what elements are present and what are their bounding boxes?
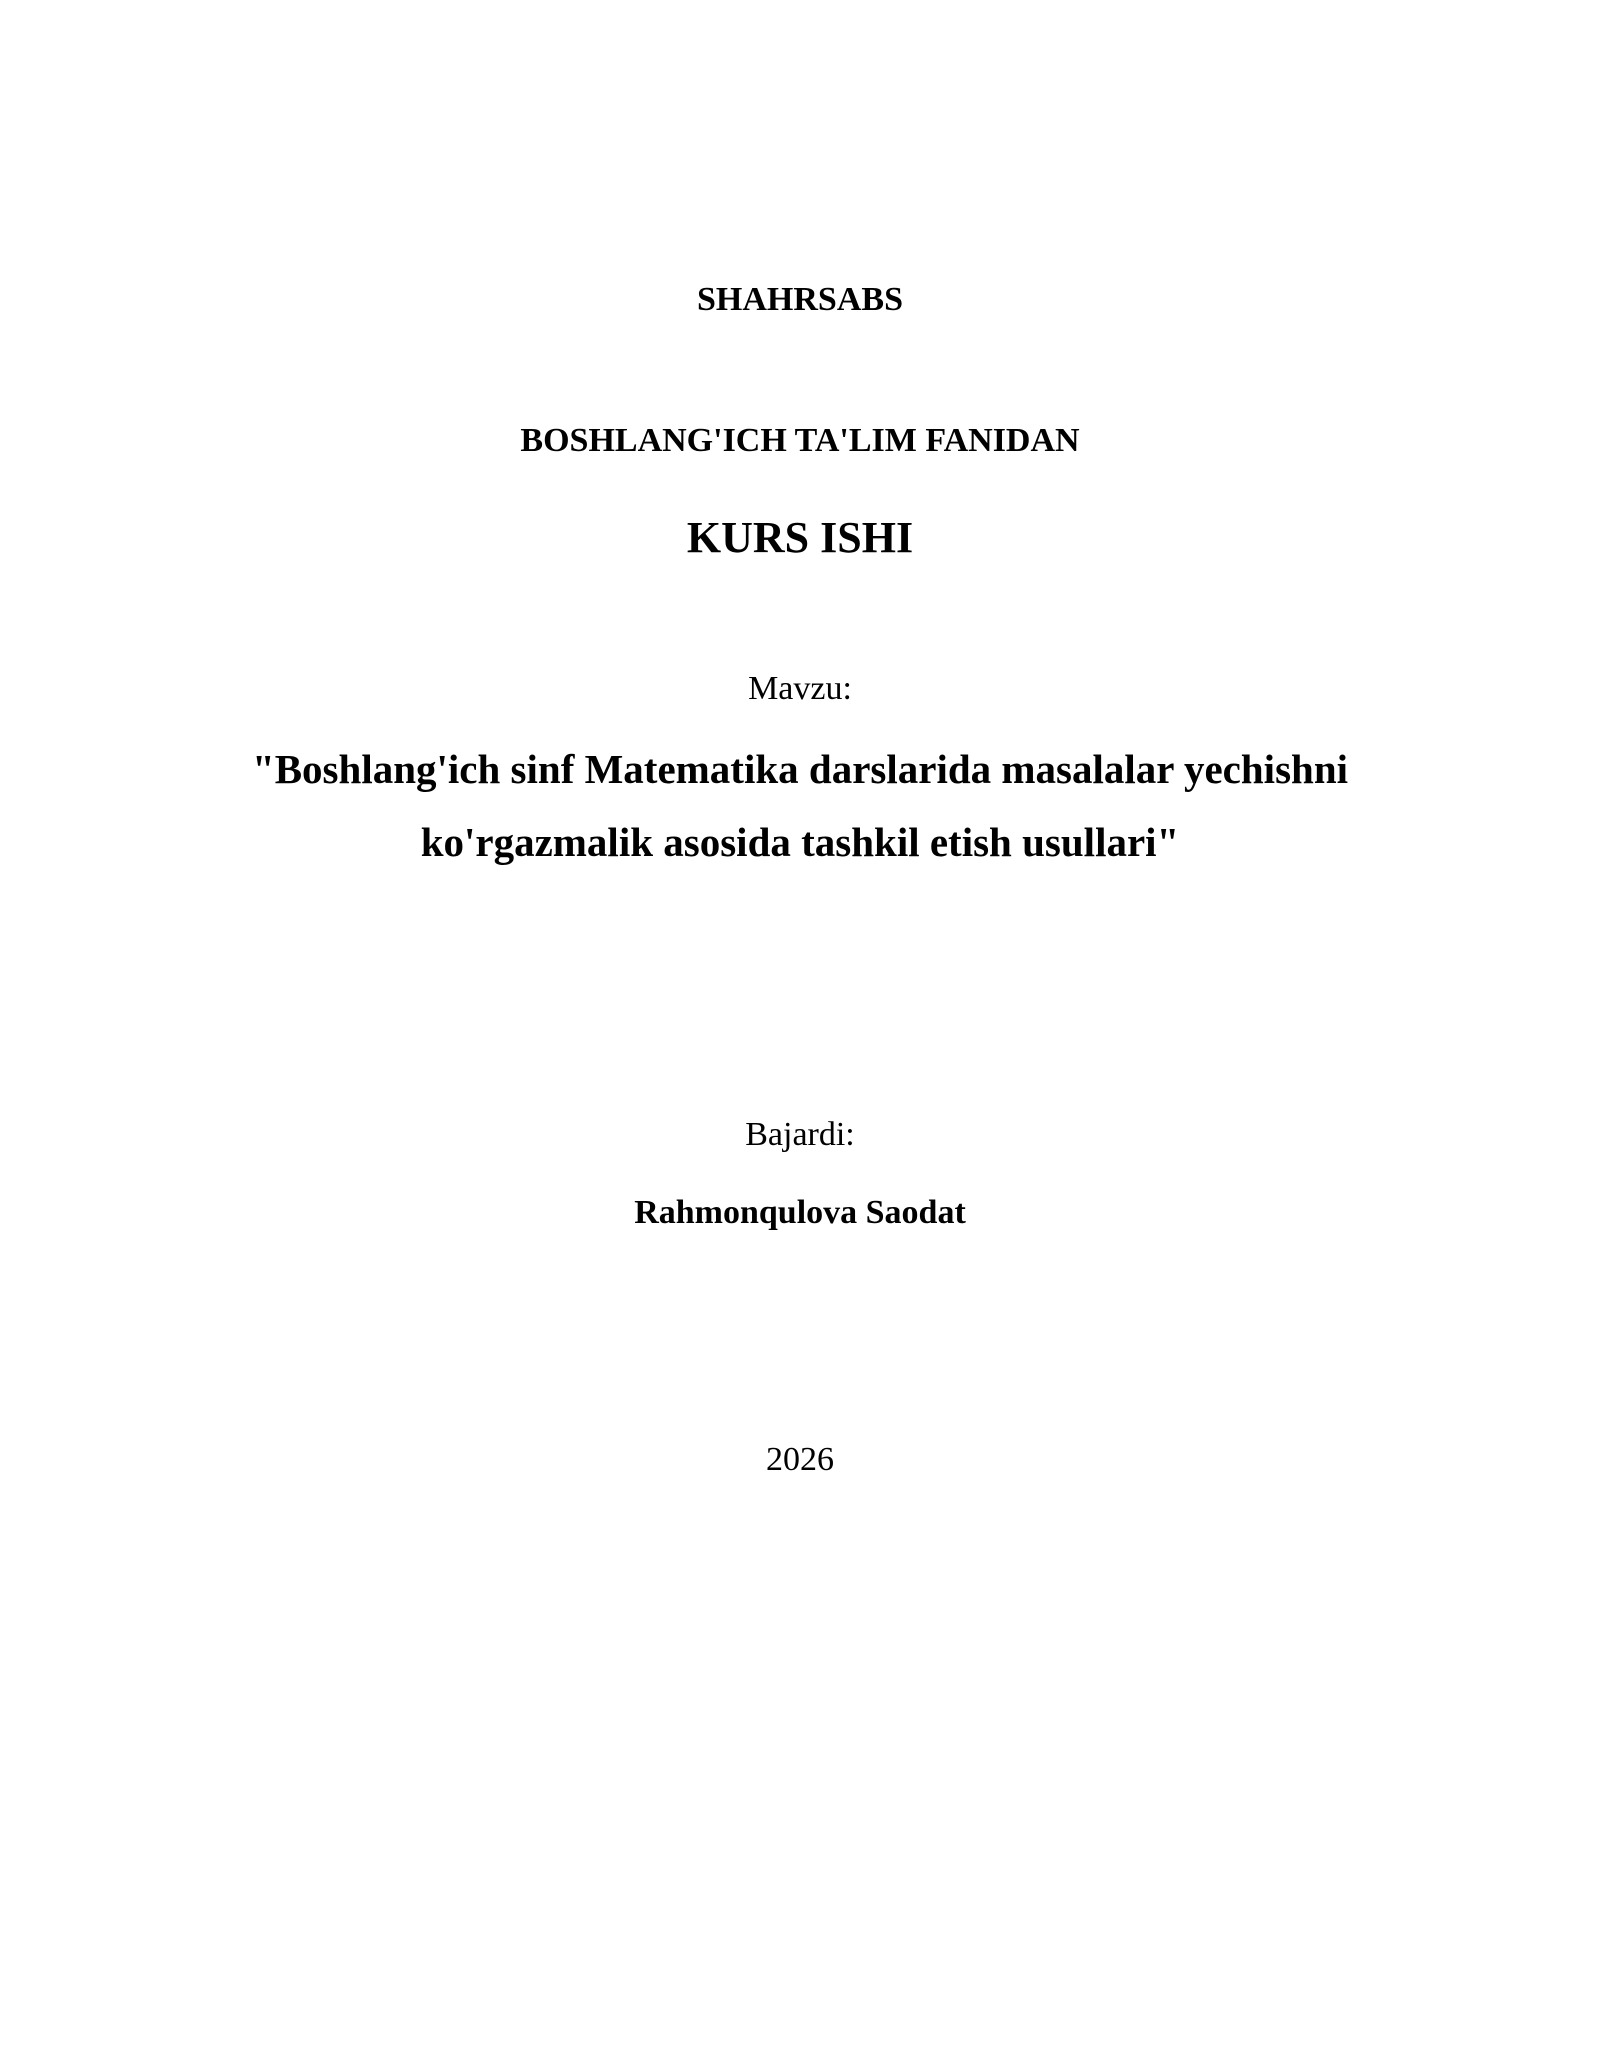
topic-title-line-1: "Boshlang'ich sinf Matematika darslarida masalalar yechishni [251,746,1349,792]
document-type-title: KURS ISHI [686,513,914,562]
topic-label: Mavzu: [748,670,852,707]
city-heading: SHAHRSABS [697,281,903,318]
topic-title-line-2: ko'rgazmalik asosida tashkil etish usullari" [420,819,1180,865]
year-text: 2026 [766,1441,834,1478]
author-label: Bajardi: [745,1116,855,1153]
author-name: Rahmonqulova Saodat [634,1194,966,1231]
subject-heading: BOSHLANG'ICH TA'LIM FANIDAN [520,422,1080,459]
